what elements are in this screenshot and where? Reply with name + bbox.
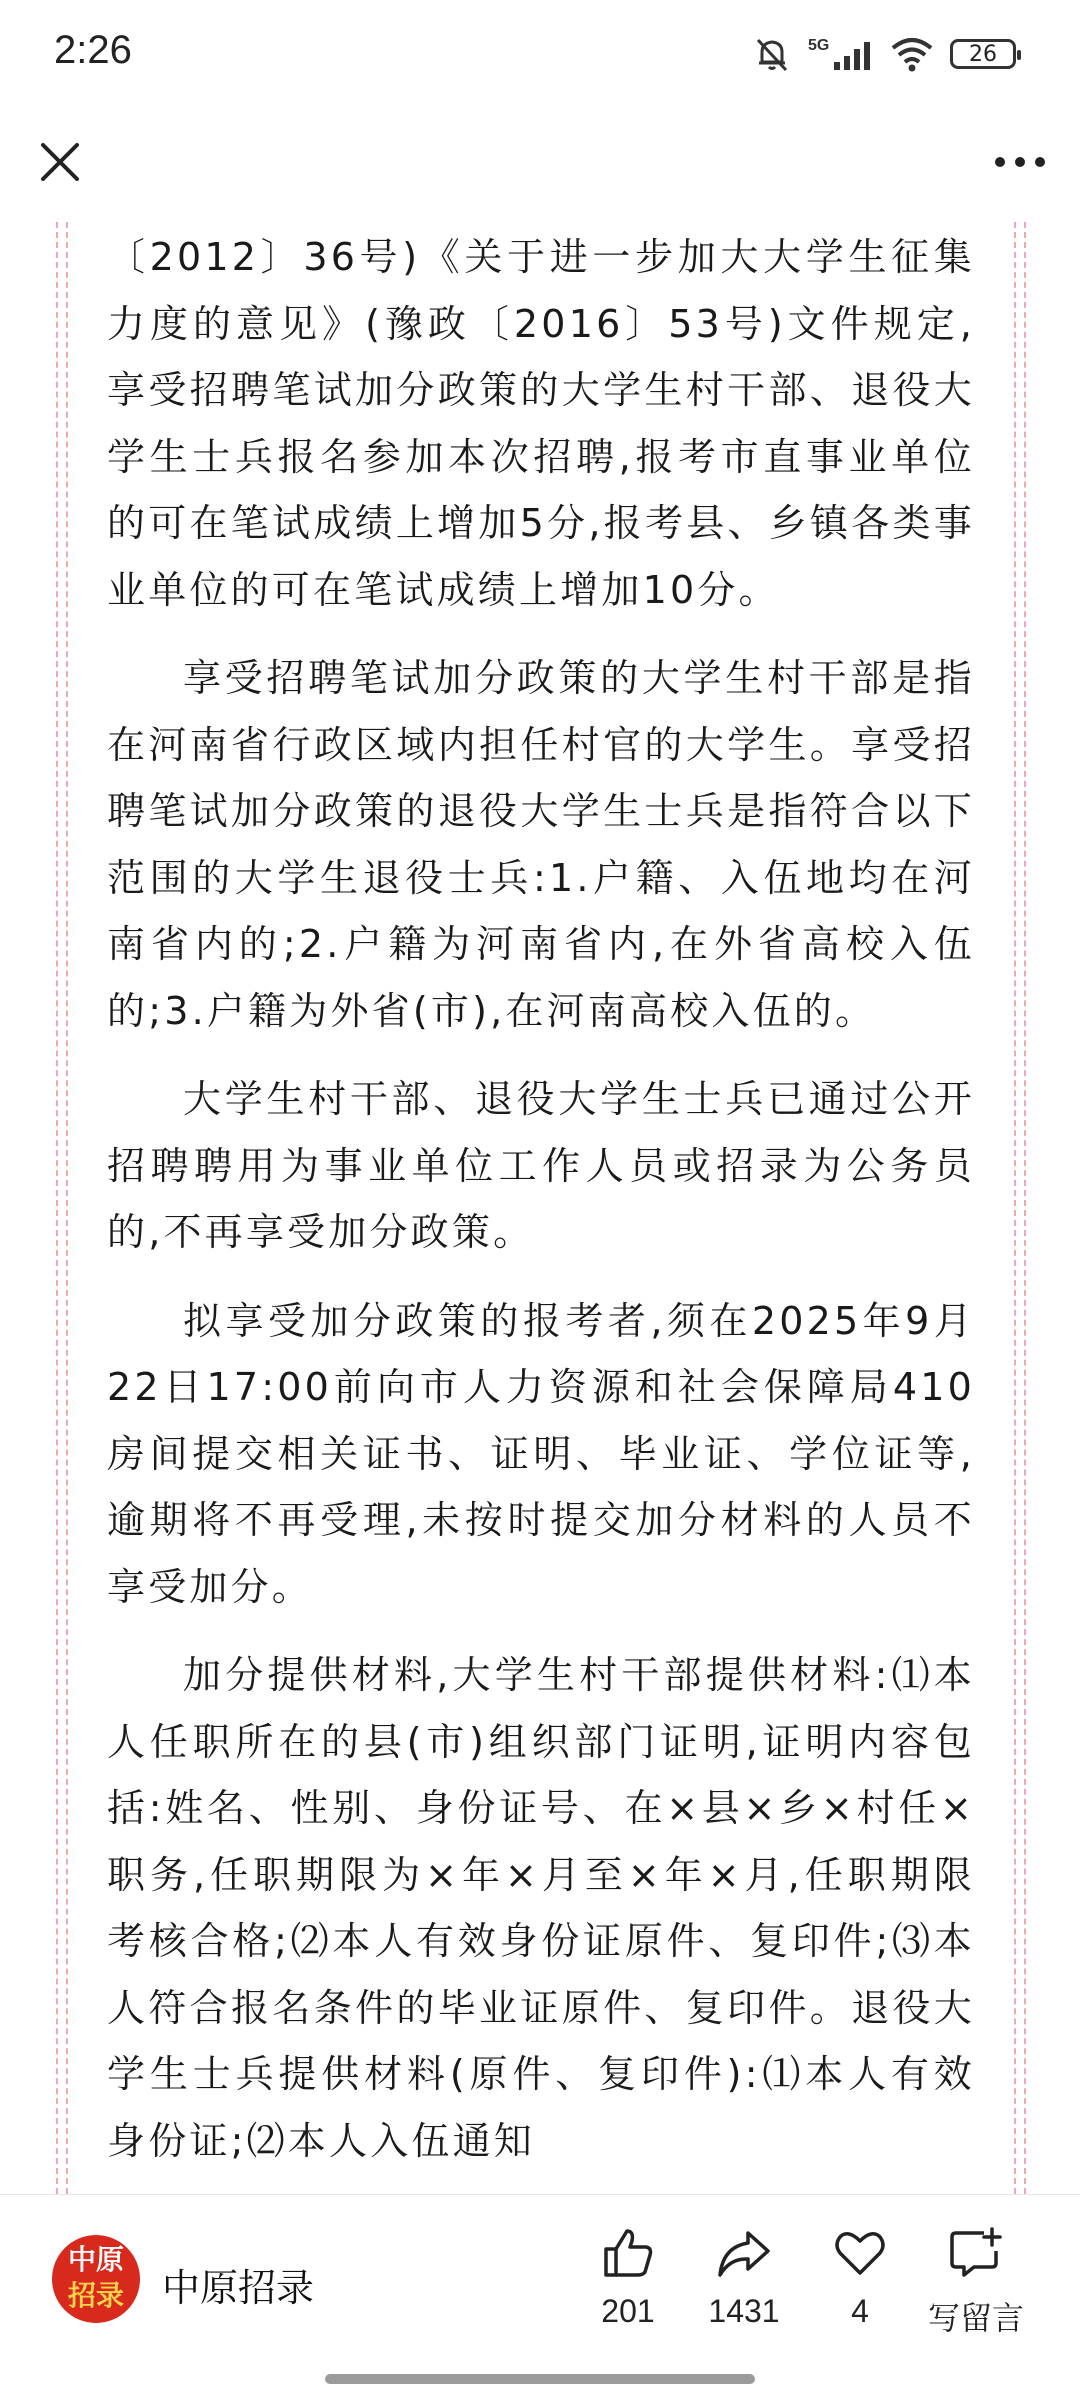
article-body: [107, 222, 975, 2194]
bottom-action-bar: [0, 2194, 1080, 2401]
thumbs-up-icon: [600, 2225, 656, 2281]
frame-border-right-outer: [1024, 222, 1026, 2194]
article-paragraph-5: 加分提供材料,大学生村干部提供材料:⑴本人任职所在的县(市)组织部门证明,证明内容包括:姓名、性别、身份证号、在×县×乡×村任×职务,任职期限为×年×月至×年×月,任职期限考核合格;⑵本人有效身份证原件、复印件;⑶本人符合报名条件的毕业证原件、复印件。退役大学生士兵提供材料(原件、复印件):⑴本人有效身份证;⑵本人入伍通知: [107, 1653, 975, 2163]
battery-level: 26: [969, 41, 997, 67]
more-icon: [993, 155, 1047, 169]
article-paragraph-1: 〔2012〕36号)《关于进一步加大大学生征集力度的意见》(豫政〔2016〕53号)文件规定,享受招聘笔试加分政策的大学生村干部、退役大学生士兵报名参加本次招聘,报考市直事业单位的可在笔试成绩上增加5分,报考县、乡镇各类事业单位的可在笔试成绩上增加10分。: [107, 235, 975, 612]
status-bar: [0, 0, 1080, 104]
wifi-icon: [890, 34, 934, 74]
mute-bell-icon: [752, 34, 792, 74]
close-button[interactable]: [28, 130, 92, 194]
like-button[interactable]: [568, 2225, 688, 2330]
home-indicator[interactable]: [325, 2374, 755, 2384]
close-icon: [39, 141, 81, 183]
share-button[interactable]: [684, 2225, 804, 2330]
heart-icon: [832, 2225, 888, 2281]
logo-text-bottom: 招录: [67, 2279, 124, 2312]
like-count: 201: [601, 2293, 655, 2329]
network-type: 5G: [808, 37, 830, 54]
share-arrow-icon: [716, 2225, 772, 2281]
more-options-button[interactable]: [988, 130, 1052, 194]
write-comment-button[interactable]: [916, 2225, 1036, 2339]
status-icons: [752, 30, 1016, 78]
comment-label: 写留言: [927, 2300, 1024, 2336]
article-scroll-area[interactable]: [0, 222, 1080, 2194]
frame-border-left-inner: [66, 222, 68, 2194]
comment-add-icon: [948, 2225, 1004, 2281]
account-avatar[interactable]: [52, 2235, 140, 2323]
account-name[interactable]: 中原招录: [162, 2266, 315, 2310]
favorite-button[interactable]: [800, 2225, 920, 2330]
frame-border-left-outer: [56, 222, 58, 2194]
share-count: 1431: [708, 2293, 780, 2329]
frame-border-right-inner: [1014, 222, 1016, 2194]
article-paragraph-2: 享受招聘笔试加分政策的大学生村干部是指在河南省行政区域内担任村官的大学生。享受招聘笔试加分政策的退役大学生士兵是指符合以下范围的大学生退役士兵:1.户籍、入伍地均在河南省内的;2.户籍为河南省内,在外省高校入伍的;3.户籍为外省(市),在河南高校入伍的。: [107, 656, 975, 1033]
top-bar: [0, 104, 1080, 223]
signal-icon: [808, 34, 874, 74]
favorite-count: 4: [851, 2293, 869, 2329]
article-paragraph-3: 大学生村干部、退役大学生士兵已通过公开招聘聘用为事业单位工作人员或招录为公务员的,不再享受加分政策。: [107, 1077, 975, 1254]
battery-icon: [950, 39, 1016, 69]
logo-text-top: 中原: [67, 2243, 124, 2276]
status-time: 2:26: [54, 28, 132, 72]
article-paragraph-4: 拟享受加分政策的报考者,须在2025年9月22日17:00前向市人力资源和社会保障局410房间提交相关证书、证明、毕业证、学位证等,逾期将不再受理,未按时提交加分材料的人员不享受加分。: [107, 1298, 975, 1609]
